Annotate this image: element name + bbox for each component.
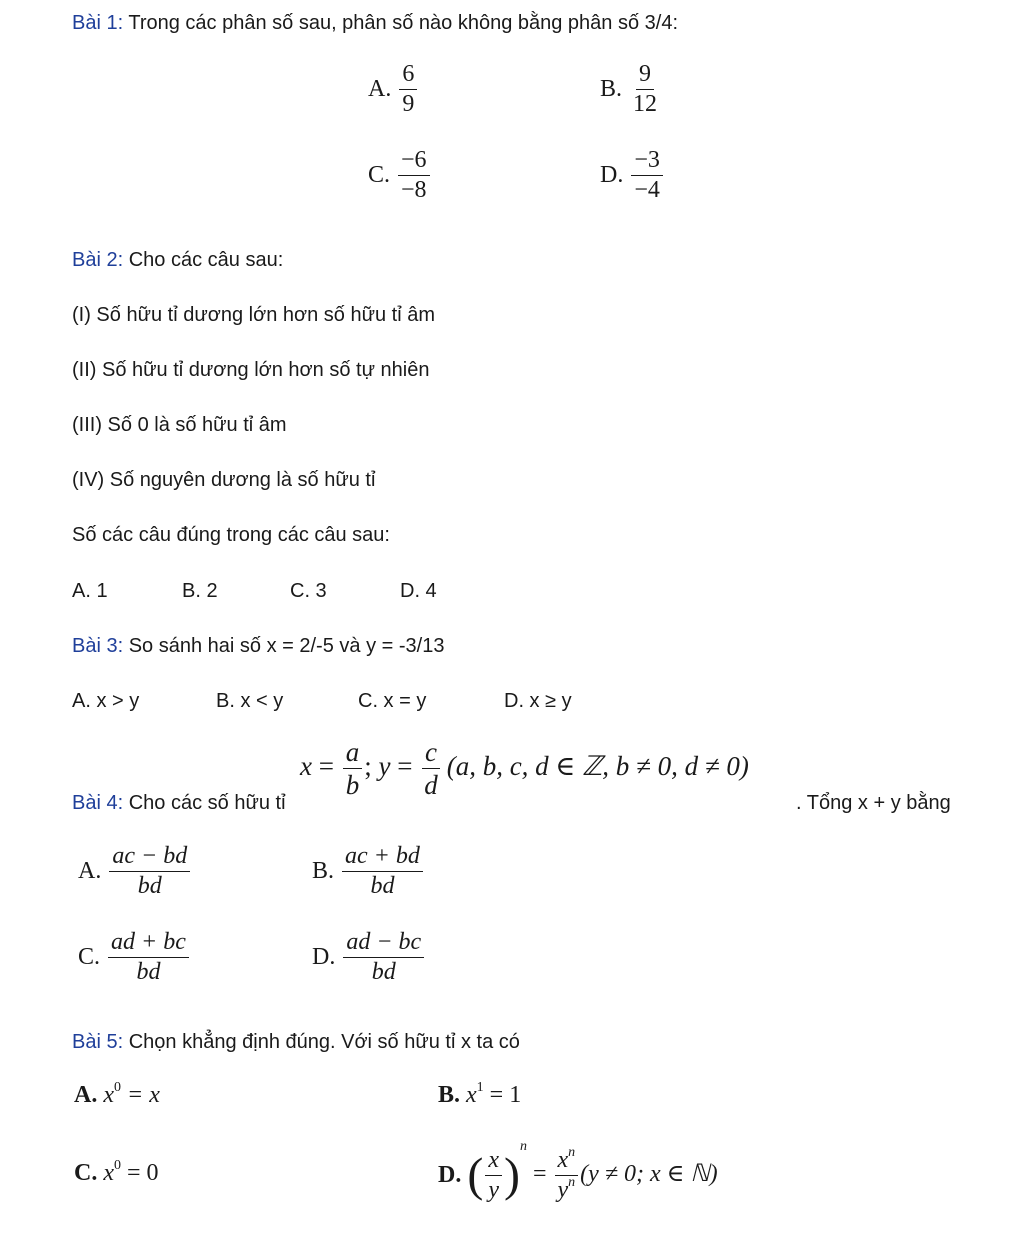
bai1-option-a[interactable]: A. $\frac{6}{9}$ (368, 62, 419, 117)
bai5-option-b[interactable]: B. $x^1 = 1$ (438, 1080, 522, 1108)
bai4-option-d[interactable]: D. $\frac{ad - bc}{bd}$ (312, 930, 426, 985)
bai3-option-c[interactable]: C. x = y (358, 690, 427, 712)
bai3-question: Bài 3: So sánh hai số x = 2/-5 và y = -3/13 (72, 635, 445, 657)
bai2-statement-2: (II) Số hữu tỉ dương lớn hơn số tự nhiên (72, 359, 430, 381)
bai2-statement-1: (I) Số hữu tỉ dương lớn hơn số hữu tỉ âm (72, 304, 435, 326)
bai2-statement-3: (III) Số 0 là số hữu tỉ âm (72, 414, 287, 436)
bai2-option-a[interactable]: A. 1 (72, 580, 108, 602)
bai4-question: Bài 4: Cho các số hữu tỉ (72, 792, 286, 814)
bai1-text: Trong các phân số sau, phân số nào không bằng phân số 3/4: (123, 12, 679, 34)
bai2-option-b[interactable]: B. 2 (182, 580, 218, 602)
bai5-question: Bài 5: Chọn khẳng định đúng. Với số hữu tỉ x ta có (72, 1031, 520, 1053)
bai2-option-c[interactable]: C. 3 (290, 580, 327, 602)
bai4-option-a[interactable]: A. $\frac{ac - bd}{bd}$ (78, 844, 192, 899)
bai5-option-d[interactable]: D. ( $\frac{x}{y}$ )$^n$ = $\frac{x^n}{y^n}$ (y ≠ 0; x ∈ ℕ) (438, 1139, 718, 1204)
bai4-label: Bài 4: (72, 792, 124, 814)
bai3-option-a[interactable]: A. x > y (72, 690, 140, 712)
bai2-statement-4: (IV) Số nguyên dương là số hữu tỉ (72, 469, 376, 491)
bai5-label: Bài 5: (72, 1031, 124, 1053)
bai5-option-c[interactable]: C. $x^0 = 0$ (74, 1158, 159, 1186)
bai1-option-c[interactable]: C. $\frac{-6}{-8}$ (368, 148, 432, 203)
bai2-label: Bài 2: (72, 249, 124, 271)
bai4-formula: x = $\frac{a}{b}$ ; y = $\frac{c}{d}$ (a, b, c, d ∈ ℤ, b ≠ 0, d ≠ 0) (300, 737, 749, 801)
bai1-option-b[interactable]: B. $\frac{9}{12}$ (600, 61, 658, 118)
bai2-prompt: Số các câu đúng trong các câu sau: (72, 524, 390, 546)
bai5-option-a[interactable]: A. $x^0 = x$ (74, 1080, 160, 1108)
bai1-option-d[interactable]: D. $\frac{-3}{-4}$ (600, 148, 665, 203)
bai2-question: Bài 2: Cho các câu sau: (72, 249, 284, 271)
bai4-option-c[interactable]: C. $\frac{ad + bc}{bd}$ (78, 930, 191, 985)
bai1-question (72, 12, 678, 35)
bai1-label: Bài 1: (72, 12, 124, 34)
bai4-option-b[interactable]: B. $\frac{ac + bd}{bd}$ (312, 844, 425, 899)
bai3-option-d[interactable]: D. x ≥ y (504, 690, 572, 712)
bai3-label: Bài 3: (72, 635, 124, 657)
bai2-option-d[interactable]: D. 4 (400, 580, 437, 602)
bai3-option-b[interactable]: B. x < y (216, 690, 284, 712)
bai4-tail: . Tổng x + y bằng (796, 792, 951, 814)
